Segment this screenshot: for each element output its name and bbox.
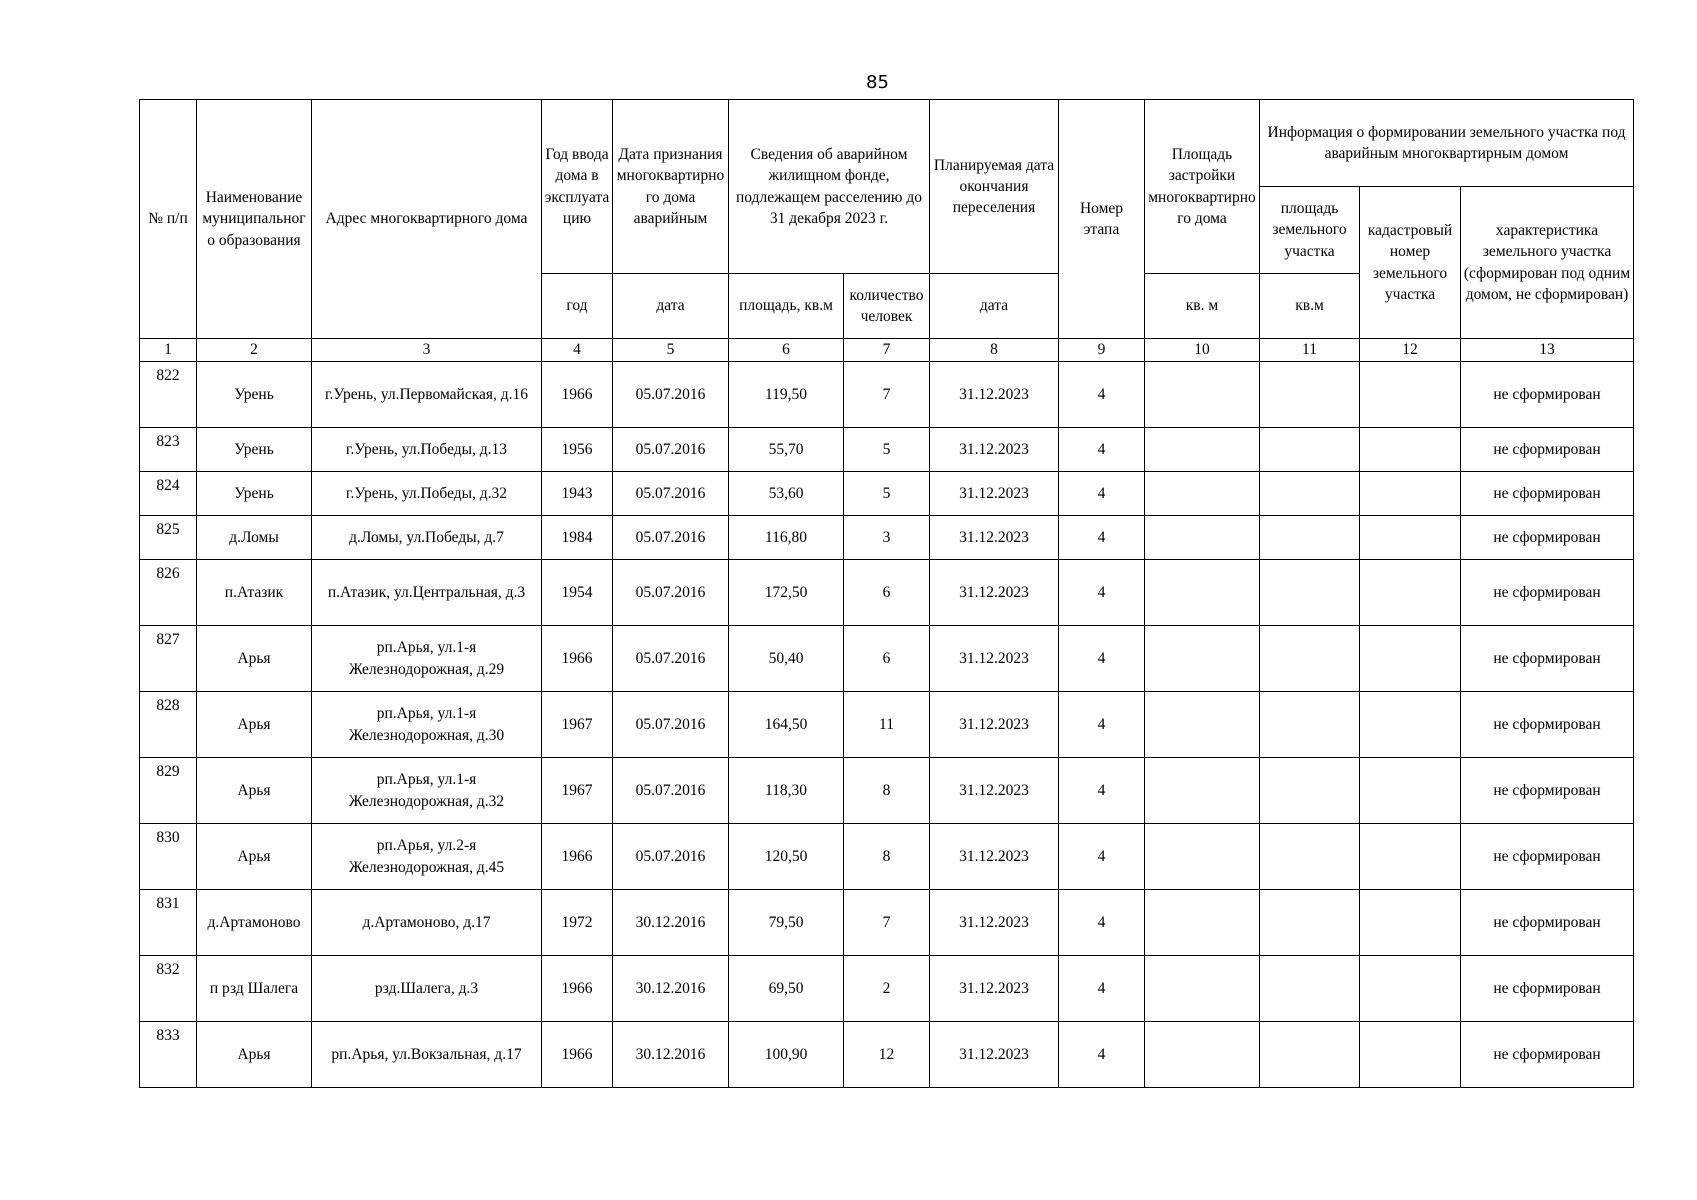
cell-stage: 4 — [1059, 428, 1145, 472]
cell-municipality: Арья — [197, 824, 312, 890]
cell-cadastral-number — [1360, 428, 1461, 472]
cell-address: рзд.Шалега, д.3 — [312, 956, 542, 1022]
cell-cadastral-number — [1360, 560, 1461, 626]
unit-sqm-land: кв.м — [1260, 274, 1360, 339]
cell-municipality: Урень — [197, 362, 312, 428]
cell-people: 3 — [844, 516, 930, 560]
cell-land-area — [1260, 472, 1360, 516]
cell-people: 8 — [844, 758, 930, 824]
unit-year: год — [542, 274, 613, 339]
cell-area: 100,90 — [729, 1022, 844, 1088]
cell-date-recognized: 05.07.2016 — [613, 626, 729, 692]
column-number: 9 — [1059, 339, 1145, 362]
cell-planned-date: 31.12.2023 — [930, 890, 1059, 956]
table-row — [140, 1022, 1634, 1088]
cell-building-area — [1145, 956, 1260, 1022]
cell-cadastral-number — [1360, 956, 1461, 1022]
cell-address: рп.Арья, ул.Вокзальная, д.17 — [312, 1022, 542, 1088]
cell-stage: 4 — [1059, 1022, 1145, 1088]
cell-address: д.Артамоново, д.17 — [312, 890, 542, 956]
page-number: 85 — [866, 72, 889, 93]
cell-cadastral-number — [1360, 472, 1461, 516]
column-number: 11 — [1260, 339, 1360, 362]
cell-num: 822 — [140, 362, 197, 428]
cell-building-area — [1145, 560, 1260, 626]
column-number: 1 — [140, 339, 197, 362]
cell-building-area — [1145, 362, 1260, 428]
cell-area: 120,50 — [729, 824, 844, 890]
cell-building-area — [1145, 824, 1260, 890]
cell-area: 69,50 — [729, 956, 844, 1022]
cell-land-area — [1260, 516, 1360, 560]
cell-land-status: не сформирован — [1461, 758, 1634, 824]
cell-land-area — [1260, 428, 1360, 472]
cell-date-recognized: 05.07.2016 — [613, 560, 729, 626]
cell-year: 1966 — [542, 362, 613, 428]
cell-planned-date: 31.12.2023 — [930, 758, 1059, 824]
cell-date-recognized: 05.07.2016 — [613, 692, 729, 758]
cell-building-area — [1145, 472, 1260, 516]
cell-date-recognized: 05.07.2016 — [613, 824, 729, 890]
cell-land-status: не сформирован — [1461, 626, 1634, 692]
cell-municipality: п рзд Шалега — [197, 956, 312, 1022]
cell-people: 5 — [844, 472, 930, 516]
cell-stage: 4 — [1059, 824, 1145, 890]
cell-address: п.Атазик, ул.Центральная, д.3 — [312, 560, 542, 626]
cell-land-status: не сформирован — [1461, 956, 1634, 1022]
cell-municipality: Урень — [197, 472, 312, 516]
header-building-area: Площадь застройки многоквартирного дома — [1145, 100, 1260, 274]
cell-year: 1972 — [542, 890, 613, 956]
column-number: 7 — [844, 339, 930, 362]
cell-year: 1966 — [542, 824, 613, 890]
cell-cadastral-number — [1360, 758, 1461, 824]
cell-num: 833 — [140, 1022, 197, 1088]
unit-people: количество человек — [844, 274, 930, 339]
cell-planned-date: 31.12.2023 — [930, 516, 1059, 560]
table-row — [140, 560, 1634, 626]
cell-address: г.Урень, ул.Победы, д.32 — [312, 472, 542, 516]
column-number: 10 — [1145, 339, 1260, 362]
header-emergency-fund: Сведения об аварийном жилищном фонде, подлежащем расселению до 31 декабря 2023 г. — [729, 100, 930, 274]
cell-people: 2 — [844, 956, 930, 1022]
cell-year: 1966 — [542, 1022, 613, 1088]
cell-building-area — [1145, 516, 1260, 560]
cell-planned-date: 31.12.2023 — [930, 560, 1059, 626]
cell-building-area — [1145, 1022, 1260, 1088]
header-year-commissioned: Год ввода дома в эксплуатацию — [542, 100, 613, 274]
cell-land-status: не сформирован — [1461, 1022, 1634, 1088]
cell-year: 1956 — [542, 428, 613, 472]
cell-building-area — [1145, 692, 1260, 758]
cell-num: 831 — [140, 890, 197, 956]
cell-land-status: не сформирован — [1461, 560, 1634, 626]
cell-planned-date: 31.12.2023 — [930, 362, 1059, 428]
cell-num: 826 — [140, 560, 197, 626]
cell-people: 6 — [844, 626, 930, 692]
cell-cadastral-number — [1360, 890, 1461, 956]
cell-land-status: не сформирован — [1461, 428, 1634, 472]
cell-land-area — [1260, 824, 1360, 890]
cell-date-recognized: 05.07.2016 — [613, 362, 729, 428]
cell-people: 7 — [844, 362, 930, 428]
table-row — [140, 890, 1634, 956]
table-row — [140, 758, 1634, 824]
cell-land-area — [1260, 956, 1360, 1022]
table-body — [140, 362, 1634, 1088]
cell-area: 55,70 — [729, 428, 844, 472]
cell-stage: 4 — [1059, 516, 1145, 560]
cell-area: 172,50 — [729, 560, 844, 626]
header-land-area: площадь земельного участка — [1260, 187, 1360, 274]
cell-municipality: Урень — [197, 428, 312, 472]
cell-num: 830 — [140, 824, 197, 890]
cell-people: 5 — [844, 428, 930, 472]
cell-people: 11 — [844, 692, 930, 758]
cell-municipality: п.Атазик — [197, 560, 312, 626]
header-date-recognized: Дата признания многоквартирного дома аварийным — [613, 100, 729, 274]
cell-area: 119,50 — [729, 362, 844, 428]
cell-num: 832 — [140, 956, 197, 1022]
cell-stage: 4 — [1059, 758, 1145, 824]
cell-planned-date: 31.12.2023 — [930, 1022, 1059, 1088]
cell-date-recognized: 05.07.2016 — [613, 472, 729, 516]
cell-area: 164,50 — [729, 692, 844, 758]
header-land-characteristic: характеристика земельного участка (сформирован под одним домом, не сформирован) — [1461, 187, 1634, 339]
unit-area: площадь, кв.м — [729, 274, 844, 339]
table-row — [140, 516, 1634, 560]
cell-land-area — [1260, 890, 1360, 956]
cell-num: 824 — [140, 472, 197, 516]
cell-date-recognized: 05.07.2016 — [613, 428, 729, 472]
cell-year: 1967 — [542, 692, 613, 758]
table-row — [140, 824, 1634, 890]
cell-year: 1966 — [542, 956, 613, 1022]
cell-num: 823 — [140, 428, 197, 472]
table-row — [140, 626, 1634, 692]
cell-land-area — [1260, 560, 1360, 626]
header-land-info: Информация о формировании земельного участка под аварийным многоквартирным домом — [1260, 100, 1634, 187]
cell-land-status: не сформирован — [1461, 362, 1634, 428]
column-number: 8 — [930, 339, 1059, 362]
column-number: 6 — [729, 339, 844, 362]
cell-land-status: не сформирован — [1461, 516, 1634, 560]
cell-municipality: Арья — [197, 1022, 312, 1088]
table-row — [140, 362, 1634, 428]
cell-land-area — [1260, 692, 1360, 758]
cell-cadastral-number — [1360, 1022, 1461, 1088]
unit-sqm: кв. м — [1145, 274, 1260, 339]
cell-municipality: Арья — [197, 626, 312, 692]
cell-building-area — [1145, 428, 1260, 472]
table-row — [140, 692, 1634, 758]
table-row — [140, 472, 1634, 516]
cell-stage: 4 — [1059, 362, 1145, 428]
unit-date-planned: дата — [930, 274, 1059, 339]
unit-date: дата — [613, 274, 729, 339]
cell-year: 1967 — [542, 758, 613, 824]
header-address: Адрес многоквартирного дома — [312, 100, 542, 339]
cell-year: 1984 — [542, 516, 613, 560]
cell-address: рп.Арья, ул.1-я Железнодорожная, д.32 — [312, 758, 542, 824]
cell-num: 825 — [140, 516, 197, 560]
cell-stage: 4 — [1059, 692, 1145, 758]
cell-address: рп.Арья, ул.1-я Железнодорожная, д.29 — [312, 626, 542, 692]
header-cadastral-number: кадастровый номер земельного участка — [1360, 187, 1461, 339]
cell-address: г.Урень, ул.Победы, д.13 — [312, 428, 542, 472]
cell-year: 1943 — [542, 472, 613, 516]
cell-people: 6 — [844, 560, 930, 626]
cell-cadastral-number — [1360, 516, 1461, 560]
cell-year: 1954 — [542, 560, 613, 626]
table-row — [140, 428, 1634, 472]
cell-land-status: не сформирован — [1461, 472, 1634, 516]
column-numbers-row — [140, 339, 1634, 362]
column-number: 2 — [197, 339, 312, 362]
cell-area: 53,60 — [729, 472, 844, 516]
cell-date-recognized: 30.12.2016 — [613, 956, 729, 1022]
cell-stage: 4 — [1059, 890, 1145, 956]
cell-municipality: Арья — [197, 692, 312, 758]
cell-stage: 4 — [1059, 560, 1145, 626]
table-header — [140, 100, 1634, 362]
column-number: 4 — [542, 339, 613, 362]
cell-people: 12 — [844, 1022, 930, 1088]
cell-planned-date: 31.12.2023 — [930, 692, 1059, 758]
column-number: 5 — [613, 339, 729, 362]
cell-planned-date: 31.12.2023 — [930, 956, 1059, 1022]
cell-date-recognized: 30.12.2016 — [613, 890, 729, 956]
cell-year: 1966 — [542, 626, 613, 692]
cell-municipality: д.Артамоново — [197, 890, 312, 956]
cell-land-area — [1260, 1022, 1360, 1088]
cell-date-recognized: 30.12.2016 — [613, 1022, 729, 1088]
header-stage-number: Номер этапа — [1059, 100, 1145, 339]
cell-area: 50,40 — [729, 626, 844, 692]
cell-planned-date: 31.12.2023 — [930, 472, 1059, 516]
cell-stage: 4 — [1059, 956, 1145, 1022]
cell-area: 116,80 — [729, 516, 844, 560]
cell-land-status: не сформирован — [1461, 824, 1634, 890]
cell-cadastral-number — [1360, 824, 1461, 890]
cell-building-area — [1145, 890, 1260, 956]
cell-municipality: Арья — [197, 758, 312, 824]
cell-building-area — [1145, 626, 1260, 692]
cell-land-status: не сформирован — [1461, 692, 1634, 758]
header-num: № п/п — [140, 100, 197, 339]
column-number: 13 — [1461, 339, 1634, 362]
cell-stage: 4 — [1059, 626, 1145, 692]
cell-land-status: не сформирован — [1461, 890, 1634, 956]
cell-num: 828 — [140, 692, 197, 758]
cell-date-recognized: 05.07.2016 — [613, 516, 729, 560]
emergency-housing-table — [139, 99, 1634, 1088]
table-row — [140, 956, 1634, 1022]
cell-planned-date: 31.12.2023 — [930, 428, 1059, 472]
cell-land-area — [1260, 758, 1360, 824]
cell-address: рп.Арья, ул.1-я Железнодорожная, д.30 — [312, 692, 542, 758]
cell-num: 827 — [140, 626, 197, 692]
cell-cadastral-number — [1360, 362, 1461, 428]
header-planned-date: Планируемая дата окончания переселения — [930, 100, 1059, 274]
cell-people: 7 — [844, 890, 930, 956]
cell-date-recognized: 05.07.2016 — [613, 758, 729, 824]
cell-land-area — [1260, 362, 1360, 428]
cell-area: 118,30 — [729, 758, 844, 824]
cell-building-area — [1145, 758, 1260, 824]
column-number: 3 — [312, 339, 542, 362]
cell-cadastral-number — [1360, 626, 1461, 692]
column-number: 12 — [1360, 339, 1461, 362]
cell-area: 79,50 — [729, 890, 844, 956]
cell-stage: 4 — [1059, 472, 1145, 516]
cell-people: 8 — [844, 824, 930, 890]
cell-address: рп.Арья, ул.2-я Железнодорожная, д.45 — [312, 824, 542, 890]
cell-planned-date: 31.12.2023 — [930, 824, 1059, 890]
cell-municipality: д.Ломы — [197, 516, 312, 560]
cell-num: 829 — [140, 758, 197, 824]
cell-land-area — [1260, 626, 1360, 692]
cell-cadastral-number — [1360, 692, 1461, 758]
header-municipality: Наименование муниципального образования — [197, 100, 312, 339]
cell-address: г.Урень, ул.Первомайская, д.16 — [312, 362, 542, 428]
cell-address: д.Ломы, ул.Победы, д.7 — [312, 516, 542, 560]
cell-planned-date: 31.12.2023 — [930, 626, 1059, 692]
